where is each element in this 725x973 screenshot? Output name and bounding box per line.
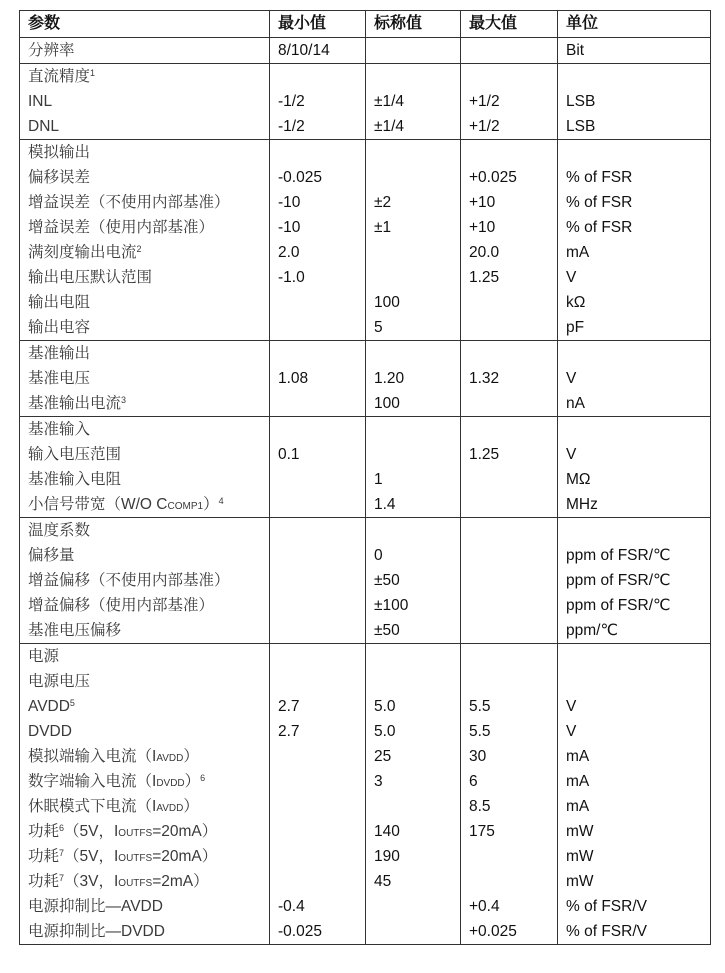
- cell-line: [28, 165, 269, 190]
- cell-line: +1/2: [469, 118, 500, 135]
- cell-line: [278, 568, 365, 593]
- cell-max: [461, 140, 558, 341]
- cell-line: -1/2: [278, 93, 305, 110]
- cell-param: [20, 417, 270, 518]
- cell-line: [278, 769, 365, 794]
- param-param: 基准输入: [28, 421, 91, 438]
- cell-min: [270, 417, 366, 518]
- cell-line: 1.20: [374, 370, 405, 387]
- param-sub2: OUTFS: [118, 878, 153, 889]
- cell-line: ±1/4: [374, 93, 405, 110]
- param-param: 输出电压默认范围: [28, 269, 153, 286]
- cell-line: V: [566, 446, 577, 463]
- cell-line: [28, 89, 269, 114]
- cell-line: mA: [566, 773, 590, 790]
- param-param: 输出电阻: [28, 294, 91, 311]
- cell-unit: [558, 64, 711, 140]
- param-param: DNL: [28, 118, 60, 135]
- cell-line: [278, 290, 365, 315]
- param-tail2: （5V，I: [64, 823, 119, 840]
- cell-line: 100: [374, 294, 400, 311]
- cell-line: [374, 794, 460, 819]
- cell-unit: [558, 518, 711, 644]
- cell-line: [28, 719, 269, 744]
- table-header-row: [20, 11, 711, 38]
- param-tail: ）: [203, 496, 219, 513]
- cell-line: [469, 315, 557, 340]
- cell-line: [469, 543, 557, 568]
- param-param: 电源抑制比—AVDD: [28, 898, 163, 915]
- cell-line: mA: [566, 748, 590, 765]
- cell-line: ±50: [374, 622, 400, 639]
- cell-line: LSB: [566, 93, 596, 110]
- cell-line: [28, 467, 269, 492]
- cell-line: [374, 669, 460, 694]
- cell-line: V: [566, 698, 577, 715]
- param-sub2: OUTFS: [118, 828, 153, 839]
- cell-line: ±50: [374, 572, 400, 589]
- param-param: 温度系数: [28, 522, 91, 539]
- cell-line: [278, 391, 365, 416]
- cell-line: [278, 593, 365, 618]
- header-typ: 标称值: [366, 11, 461, 38]
- param-param: 偏移量: [28, 547, 75, 564]
- param-param: 功耗: [28, 873, 60, 890]
- cell-line: 1.25: [469, 269, 500, 286]
- param-param: 增益偏移（不使用内部基准）: [28, 572, 230, 589]
- param-tail3: =2mA）: [152, 873, 209, 890]
- cell-line: ppm of FSR/℃: [566, 597, 671, 614]
- cell-line: [28, 819, 269, 844]
- cell-line: 2.7: [278, 723, 300, 740]
- cell-line: [28, 543, 269, 568]
- cell-line: 1.32: [469, 370, 500, 387]
- cell-line: V: [566, 723, 577, 740]
- cell-line: 20.0: [469, 244, 500, 261]
- cell-line: 3: [374, 773, 383, 790]
- cell-line: [469, 492, 557, 517]
- cell-line: [28, 568, 269, 593]
- param-tail: ）: [183, 798, 199, 815]
- cell-max: [461, 64, 558, 140]
- table-section-row: [20, 518, 711, 644]
- param-param: 基准电压: [28, 370, 91, 387]
- table-section-row: [20, 417, 711, 518]
- cell-line: [469, 290, 557, 315]
- cell-line: pF: [566, 319, 585, 336]
- param-param: 基准输入电阻: [28, 471, 122, 488]
- cell-line: [28, 492, 269, 517]
- param-param: 数字端输入电流（I: [28, 773, 157, 790]
- table-body: [20, 38, 711, 945]
- cell-line: [566, 669, 710, 694]
- spec-table: [19, 10, 711, 945]
- param-param: AVDD: [28, 698, 70, 715]
- cell-line: [374, 644, 460, 669]
- table-section-row: [20, 140, 711, 341]
- cell-line: [278, 315, 365, 340]
- cell-line: -0.025: [278, 923, 322, 940]
- cell-line: V: [566, 370, 577, 387]
- param-sub2: OUTFS: [118, 853, 153, 864]
- cell-line: nA: [566, 395, 585, 412]
- cell-line: [374, 38, 460, 63]
- param-sup: 3: [121, 395, 127, 405]
- cell-line: 5.5: [469, 723, 491, 740]
- cell-line: [566, 417, 710, 442]
- cell-line: [566, 64, 710, 89]
- cell-line: [28, 366, 269, 391]
- cell-min: [270, 64, 366, 140]
- cell-line: [28, 844, 269, 869]
- cell-line: [469, 568, 557, 593]
- cell-line: +10: [469, 194, 496, 211]
- cell-line: 8/10/14: [278, 42, 330, 59]
- cell-line: [469, 467, 557, 492]
- cell-typ: [366, 341, 461, 417]
- table-section-row: [20, 341, 711, 417]
- param-sup: 2: [136, 244, 142, 254]
- cell-line: 25: [374, 748, 392, 765]
- param-tail: ）: [183, 748, 199, 765]
- cell-param: [20, 518, 270, 644]
- cell-line: ±100: [374, 597, 409, 614]
- param-param: 增益误差（不使用内部基准）: [28, 194, 230, 211]
- cell-line: ±1: [374, 219, 392, 236]
- param-tail: ）: [184, 773, 201, 790]
- param-sup: 4: [218, 496, 224, 506]
- cell-line: [374, 442, 460, 467]
- cell-line: mW: [566, 848, 594, 865]
- param-sup: 7: [59, 873, 65, 883]
- cell-param: [20, 140, 270, 341]
- cell-unit: [558, 38, 711, 64]
- cell-line: -10: [278, 194, 301, 211]
- cell-line: [28, 417, 269, 442]
- cell-line: [28, 744, 269, 769]
- cell-line: 30: [469, 748, 487, 765]
- cell-line: [374, 417, 460, 442]
- cell-line: [469, 64, 557, 89]
- table-section-row: [20, 644, 711, 945]
- cell-line: [278, 467, 365, 492]
- header-min: 最小值: [270, 11, 366, 38]
- cell-line: % of FSR: [566, 169, 633, 186]
- cell-line: [374, 140, 460, 165]
- cell-line: [28, 593, 269, 618]
- cell-unit: [558, 644, 711, 945]
- cell-typ: [366, 38, 461, 64]
- cell-line: 1.08: [278, 370, 309, 387]
- cell-line: kΩ: [566, 294, 586, 311]
- cell-line: [278, 744, 365, 769]
- param-sup: 7: [59, 848, 65, 858]
- cell-line: [28, 919, 269, 944]
- cell-line: [28, 669, 269, 694]
- cell-line: [278, 794, 365, 819]
- cell-line: [278, 140, 365, 165]
- cell-line: [469, 618, 557, 643]
- table-section-row: [20, 38, 711, 64]
- cell-line: % of FSR: [566, 194, 633, 211]
- cell-line: MΩ: [566, 471, 591, 488]
- cell-typ: [366, 140, 461, 341]
- cell-line: 5.5: [469, 698, 491, 715]
- cell-min: [270, 644, 366, 945]
- cell-line: MHz: [566, 496, 598, 513]
- cell-line: ppm of FSR/℃: [566, 547, 671, 564]
- cell-line: [278, 518, 365, 543]
- cell-line: -0.025: [278, 169, 322, 186]
- cell-line: 2.7: [278, 698, 300, 715]
- cell-line: -1.0: [278, 269, 305, 286]
- cell-line: [278, 644, 365, 669]
- param-tail2: （3V，I: [64, 873, 119, 890]
- cell-line: [28, 240, 269, 265]
- cell-line: [28, 64, 269, 89]
- cell-line: [28, 265, 269, 290]
- cell-line: +0.4: [469, 898, 500, 915]
- cell-line: mA: [566, 244, 590, 261]
- cell-min: [270, 140, 366, 341]
- param-sup: 6: [200, 773, 206, 783]
- cell-line: [28, 518, 269, 543]
- cell-line: 1: [374, 471, 383, 488]
- cell-line: [278, 492, 365, 517]
- cell-param: [20, 64, 270, 140]
- cell-line: [469, 38, 557, 63]
- cell-line: [28, 794, 269, 819]
- param-param: 功耗: [28, 848, 60, 865]
- cell-line: [566, 644, 710, 669]
- cell-line: [28, 315, 269, 340]
- cell-line: [374, 240, 460, 265]
- param-param: 增益偏移（使用内部基准）: [28, 597, 215, 614]
- cell-line: ±2: [374, 194, 392, 211]
- cell-line: -0.4: [278, 898, 305, 915]
- cell-line: -10: [278, 219, 301, 236]
- cell-line: 0: [374, 547, 383, 564]
- param-param: 基准输出电流: [28, 395, 122, 412]
- cell-line: [374, 64, 460, 89]
- cell-max: [461, 341, 558, 417]
- param-tail3: =20mA）: [152, 848, 218, 865]
- cell-line: [374, 518, 460, 543]
- cell-line: [469, 341, 557, 366]
- cell-min: [270, 341, 366, 417]
- param-sup: 1: [90, 68, 96, 78]
- param-param: 电源电压: [28, 673, 91, 690]
- cell-line: [278, 869, 365, 894]
- cell-max: [461, 644, 558, 945]
- cell-line: 45: [374, 873, 392, 890]
- cell-line: [374, 919, 460, 944]
- cell-line: 1.4: [374, 496, 396, 513]
- cell-param: [20, 341, 270, 417]
- cell-line: +0.025: [469, 923, 517, 940]
- cell-line: [278, 64, 365, 89]
- cell-line: 1.25: [469, 446, 500, 463]
- cell-line: 2.0: [278, 244, 300, 261]
- param-param: 输入电压范围: [28, 446, 122, 463]
- param-param: 偏移误差: [28, 169, 91, 186]
- param-param: 满刻度输出电流: [28, 244, 137, 261]
- param-param: 基准电压偏移: [28, 622, 122, 639]
- header-param: 参数: [20, 11, 270, 38]
- cell-min: [270, 518, 366, 644]
- cell-line: [278, 669, 365, 694]
- cell-param: [20, 38, 270, 64]
- cell-line: +10: [469, 219, 496, 236]
- cell-line: [469, 593, 557, 618]
- cell-line: [28, 694, 269, 719]
- cell-param: [20, 644, 270, 945]
- cell-unit: [558, 140, 711, 341]
- cell-line: +1/2: [469, 93, 500, 110]
- cell-typ: [366, 64, 461, 140]
- cell-line: [28, 38, 269, 63]
- cell-line: [28, 341, 269, 366]
- table-section-row: [20, 64, 711, 140]
- param-param: DVDD: [28, 723, 72, 740]
- cell-typ: [366, 518, 461, 644]
- cell-line: [469, 140, 557, 165]
- cell-line: [278, 417, 365, 442]
- param-param: INL: [28, 93, 53, 110]
- param-sub: AVDD: [156, 803, 184, 814]
- cell-max: [461, 38, 558, 64]
- cell-line: % of FSR/V: [566, 923, 647, 940]
- cell-line: [469, 417, 557, 442]
- param-param: 模拟端输入电流（I: [28, 748, 157, 765]
- cell-line: 140: [374, 823, 400, 840]
- cell-line: [278, 844, 365, 869]
- cell-line: [28, 769, 269, 794]
- param-sup: 5: [69, 698, 75, 708]
- cell-line: [28, 140, 269, 165]
- cell-line: [566, 140, 710, 165]
- cell-line: 100: [374, 395, 400, 412]
- header-unit: 单位: [558, 11, 711, 38]
- cell-line: [28, 391, 269, 416]
- param-param: 功耗: [28, 823, 60, 840]
- param-param: 输出电容: [28, 319, 91, 336]
- cell-typ: [366, 417, 461, 518]
- cell-line: [28, 114, 269, 139]
- cell-line: [28, 442, 269, 467]
- cell-line: V: [566, 269, 577, 286]
- cell-line: [28, 190, 269, 215]
- cell-line: [28, 215, 269, 240]
- cell-line: [469, 391, 557, 416]
- cell-line: [374, 165, 460, 190]
- cell-line: ppm of FSR/℃: [566, 572, 671, 589]
- cell-line: [374, 341, 460, 366]
- cell-line: 0.1: [278, 446, 300, 463]
- param-param: 电源: [28, 648, 60, 665]
- cell-line: ppm/℃: [566, 622, 618, 639]
- header-max: 最大值: [461, 11, 558, 38]
- cell-line: Bit: [566, 42, 585, 59]
- param-param: 模拟输出: [28, 144, 91, 161]
- param-sup: 6: [59, 823, 65, 833]
- cell-line: [28, 894, 269, 919]
- cell-line: 8.5: [469, 798, 491, 815]
- cell-line: [469, 844, 557, 869]
- cell-line: [469, 644, 557, 669]
- cell-line: [374, 265, 460, 290]
- param-sub: DVDD: [156, 778, 185, 789]
- cell-unit: [558, 417, 711, 518]
- cell-line: 6: [469, 773, 478, 790]
- cell-line: [28, 869, 269, 894]
- cell-min: [270, 38, 366, 64]
- cell-line: ±1/4: [374, 118, 405, 135]
- param-param: 分辨率: [28, 42, 75, 59]
- cell-line: 190: [374, 848, 400, 865]
- cell-line: [469, 869, 557, 894]
- cell-line: [374, 894, 460, 919]
- param-param: 增益误差（使用内部基准）: [28, 219, 215, 236]
- cell-line: [28, 618, 269, 643]
- cell-line: [469, 669, 557, 694]
- cell-line: mW: [566, 873, 594, 890]
- cell-line: [278, 618, 365, 643]
- cell-unit: [558, 341, 711, 417]
- cell-line: % of FSR/V: [566, 898, 647, 915]
- cell-line: LSB: [566, 118, 596, 135]
- cell-max: [461, 417, 558, 518]
- cell-line: 5.0: [374, 698, 396, 715]
- cell-line: 175: [469, 823, 495, 840]
- param-param: 直流精度: [28, 68, 91, 85]
- cell-line: [278, 819, 365, 844]
- cell-line: -1/2: [278, 118, 305, 135]
- cell-line: [566, 341, 710, 366]
- param-param: 电源抑制比—DVDD: [28, 923, 165, 940]
- cell-line: [28, 290, 269, 315]
- cell-line: mA: [566, 798, 590, 815]
- cell-line: [278, 341, 365, 366]
- param-sub: AVDD: [156, 753, 184, 764]
- cell-line: [469, 518, 557, 543]
- cell-max: [461, 518, 558, 644]
- cell-line: [278, 543, 365, 568]
- cell-line: 5: [374, 319, 383, 336]
- cell-line: [566, 518, 710, 543]
- param-tail2: （5V，I: [64, 848, 119, 865]
- param-sub: COMP1: [167, 501, 204, 512]
- cell-line: % of FSR: [566, 219, 633, 236]
- cell-line: +0.025: [469, 169, 517, 186]
- param-param: 小信号带宽（W/O C: [28, 496, 168, 513]
- cell-line: [28, 644, 269, 669]
- cell-line: 5.0: [374, 723, 396, 740]
- param-param: 基准输出: [28, 345, 91, 362]
- cell-typ: [366, 644, 461, 945]
- param-param: 休眠模式下电流（I: [28, 798, 157, 815]
- cell-line: mW: [566, 823, 594, 840]
- param-tail3: =20mA）: [152, 823, 218, 840]
